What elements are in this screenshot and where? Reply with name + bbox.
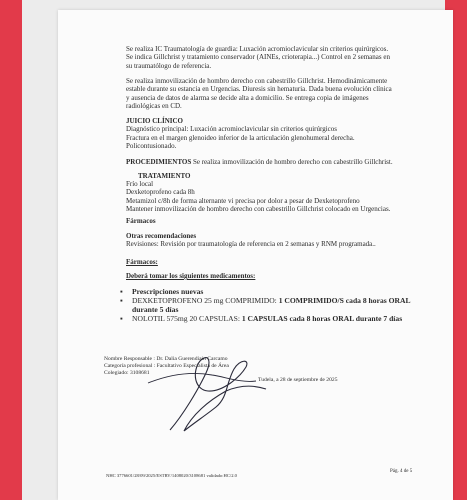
prescription-name: NOLOTIL 575mg 20 CAPSULAS:: [132, 314, 240, 323]
prescription-name: DEXKETOPROFENO 25 mg COMPRIMIDO:: [132, 296, 277, 305]
evolution-line: y ausencia de datos de alarma se decide alta a domicilio. Se entrega copia de imágenes: [126, 93, 369, 102]
document-page: [58, 10, 453, 500]
responsable-block: [104, 356, 304, 377]
debera-tomar: Deberá tomar los siguientes medicamentos:: [126, 272, 256, 280]
evolution-line: Se realiza inmovilización de hombro derecho con cabestrillo Gillchrist. Hemodinámicamente: [126, 77, 388, 85]
footer-code: NHC 3776601/28/09/2025/ESTRV/1408020/3108681 validado:HC/2.0: [106, 473, 237, 478]
tratamiento-lines: [126, 180, 416, 214]
prescription-dose: 1 CAPSULAS cada 8 horas ORAL durante 7 días: [239, 314, 403, 323]
juicio-line: Diagnóstico principal: Luxación acromioclavicular sin criterios quirúrgicos: [126, 125, 337, 134]
responsable-categoria: Categoría profesional : Facultativo Especialista de Área: [104, 363, 229, 369]
tratamiento-title: TRATAMIENTO: [138, 172, 191, 180]
prescription-dose: 1 COMPRIMIDO/S cada 8 horas ORAL durante 5 días: [132, 296, 411, 314]
photo-frame: [22, 0, 445, 500]
intro-line: Se indica Gillchrist y tratamiento conservador (AINEs, crioterapia...) Control en 2 semanas en: [126, 53, 390, 62]
procedimientos-label: PROCEDIMIENTOS: [126, 158, 192, 166]
page-number: Pág. 4 de 5: [390, 469, 413, 474]
prescripciones-title: ▪ Prescripciones nuevas: [120, 287, 420, 296]
prescription-item: [120, 314, 420, 323]
evolution-paragraph: [126, 77, 416, 111]
juicio-line: Fractura en el margen glenoideo inferior de la articulación glenohumeral derecha.: [126, 133, 355, 142]
responsable-nombre: Nombre Responsable : Dr. Dalia Guerendiain Carcamo: [104, 356, 228, 362]
juicio-line: Policontusionado.: [126, 142, 177, 151]
juicio-section: [126, 117, 416, 151]
tratamiento-line: Mantener inmovilización de hombro derecho con cabestrillo Gillchrist colocado en Urgencias.: [126, 205, 391, 214]
prescription-list: [120, 287, 420, 323]
prescription-item: [120, 296, 420, 314]
recomendaciones-title: Otras recomendaciones: [126, 232, 197, 240]
handwritten-signature: [128, 335, 288, 440]
juicio-title: JUICIO CLÍNICO: [126, 117, 183, 125]
recomendaciones-text: Revisiones: Revisión por traumatología de referencia en 2 semanas y RNM programada..: [126, 240, 376, 249]
procedimientos-section: [126, 158, 426, 166]
responsable-colegiado: Colegiado: 3108681: [104, 370, 150, 376]
tratamiento-line: Frío local: [126, 180, 154, 188]
farmacos2-title: Fármacos:: [126, 258, 158, 266]
tratamiento-line: Metamizol c/8h de forma alternante vi precisa por dolor a pesar de Dexketoprofeno: [126, 196, 360, 205]
evolution-line: radiológicas en CD.: [126, 102, 182, 111]
place-date: Tudela, a 28 de septiembre de 2025: [258, 377, 338, 383]
intro-line: su traumatólogo de referencia.: [126, 61, 212, 70]
recomendaciones-section: [126, 232, 416, 249]
evolution-line: estable durante su estancia en Urgencias. Diuresis sin hematuria. Dada buena evolución clínica: [126, 85, 392, 94]
farmacos-title: Fármacos: [126, 217, 156, 225]
tratamiento-line: Dexketoprofeno cada 8h: [126, 188, 195, 197]
intro-line: Se realiza IC Traumatología de guardia: Luxación acromioclavicular sin criterios quirúrgicos.: [126, 45, 389, 53]
intro-paragraph: [126, 45, 416, 70]
procedimientos-text: Se realiza inmovilización de hombro derecho con cabestrillo Gillchrist.: [191, 158, 393, 166]
